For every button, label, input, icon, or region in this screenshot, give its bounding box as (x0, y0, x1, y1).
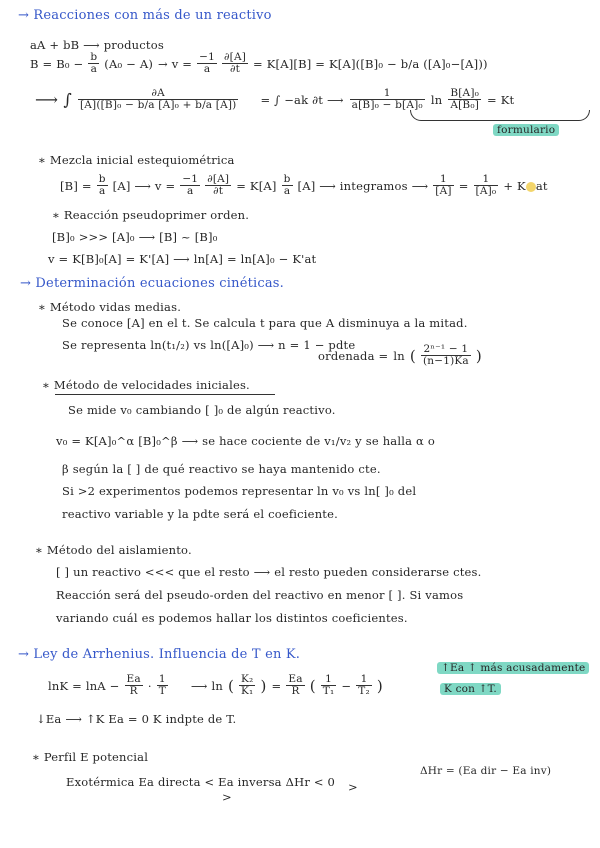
section-title-multi-reactant: → Reacciones con más de un reactivo (18, 8, 272, 23)
method-initial-rates-line1: Se mide v₀ cambiando [ ]₀ de algún reactivo. (68, 403, 336, 417)
fraction-one-t: $\frac{1}{T}$ (158, 673, 166, 698)
underbrace (410, 110, 590, 121)
energy-profile-gt-1: > (222, 790, 232, 804)
k-a: = K[A] (236, 178, 277, 193)
method-isolation-line3: variando cuál es podemos hallar los distintos coeficientes. (56, 611, 408, 625)
lnk-expression: lnK = lnA − (48, 678, 120, 693)
method-isolation-line1: [ ] un reactivo <<< que el resto ⟶ el resto pueden considerarse ctes. (56, 565, 482, 579)
fraction-one-t1: $\frac{1}{\text{T₁}}$ (322, 673, 335, 698)
method-initial-rates-line4: Si >2 experimentos podemos representar ln v₀ vs ln[ ]₀ del (62, 484, 417, 498)
method-isolation-line2: Reacción será del pseudo-orden del reactivo en menor [ ]. Si vamos (56, 588, 464, 602)
b-expression: B = B₀ − (30, 56, 84, 71)
equals-sign: = (458, 178, 469, 193)
rate-law-line (30, 52, 488, 75)
arrhenius-line2: ↓Ea ⟶ ↑K Ea = 0 K indpte de T. (36, 712, 237, 726)
integral-rhs: = ∫ −ak ∂t ⟶ (260, 92, 344, 107)
dot-operator: · (147, 678, 152, 693)
fraction-one-a0: $\frac{1}{\text{[A]₀}}$ (475, 173, 497, 198)
fraction-minus-one-a: $\frac{-1}{a}$ (182, 173, 199, 198)
fraction-ea-r: $\frac{Ea}{R}$ (126, 673, 141, 698)
fraction-k2-k1: $\frac{\text{K₂}}{\text{K₁}}$ (241, 673, 254, 698)
arrhenius-equation: lnK = lnA − $\frac{Ea}{R}$ · $\frac{1}{T}$ ⟶ ln ( $\frac{\text{K₂}}{\text{K₁}}$ ) = $\frac{Ea}{R}$ ( $\frac{1}{\text{T₁}}$ − $\frac{1}{\text{T₂}}$ ) (48, 673, 383, 698)
rate-expression: = K[A][B] = K[A]([B]₀ − b/a ([A]₀−[A])) (253, 56, 488, 71)
fraction-b-a-2: $\frac{b}{a}$ (283, 173, 291, 198)
energy-profile-gt-2: > (348, 780, 358, 794)
integrand-fraction: $\frac{\partial A}{\text{[A]([B]₀ − b/a [A]₀ + b/a [A])}}$ (79, 87, 237, 112)
integramos: [A] ⟶ integramos ⟶ (297, 178, 429, 193)
energy-profile-line1: Exotérmica Ea directa < Ea inversa ΔHr < 0 (66, 775, 336, 789)
method-half-life-ordinate: ordenada = ln ( $\frac{\text{2ⁿ⁻¹ − 1}}{(n-1)Ka}$ ) (318, 343, 482, 368)
method-half-life-title: ∗ Método vidas medias. (38, 300, 182, 314)
ordinate-fraction: $\frac{\text{2ⁿ⁻¹ − 1}}{(n-1)Ka}$ (422, 343, 469, 368)
stoichiometric-equation (60, 174, 548, 197)
method-isolation-title: ∗ Método del aislamiento. (35, 543, 192, 557)
formulario-highlight: formulario (493, 124, 559, 136)
section-title-pseudo-first: ∗ Reacción pseudoprimer orden. (52, 208, 250, 222)
equals-kt: = Kt (487, 92, 515, 107)
method-half-life-line2: Se representa ln(t₁/₂) vs ln([A]₀) ⟶ n = 1 − pdte (62, 338, 356, 352)
arrow-ln: ⟶ ln (190, 678, 223, 693)
fraction-dA-dt: $\frac{\partial[A]}{\partial t}$ (224, 51, 247, 76)
result-prefactor: $\frac{1}{\text{a[B]₀ − b[A]₀}}$ (351, 87, 423, 112)
equals: = (271, 678, 282, 693)
method-half-life-line1: Se conoce [A] en el t. Se calcula t para que A disminuya a la mitad. (62, 316, 468, 330)
section-title-stoichiometric: ∗ Mezcla inicial estequiométrica (38, 153, 235, 167)
integral-sign: ⟶ ∫ (35, 90, 72, 110)
arrhenius-note-2: K con ↑T. (440, 683, 501, 695)
method-initial-rates-line5: reactivo variable y la pdte será el coeficiente. (62, 507, 338, 521)
section-title-determination: → Determinación ecuaciones cinéticas. (20, 276, 285, 291)
arrow-v: → v = (158, 56, 193, 71)
highlight-dot (526, 182, 536, 192)
fraction-b-over-a: $\frac{b}{a}$ (90, 51, 98, 76)
result-ln-fraction: $\frac{\text{B[A]₀}}{\text{A[B₀]}}$ (450, 87, 480, 112)
method-initial-rates-title: ∗ Método de velocidades iniciales. (42, 378, 250, 392)
arrhenius-note-1: ↑Ea ↑ más acusadamente (437, 662, 589, 674)
reaction-equation: aA + bB ⟶ productos (30, 38, 164, 52)
fraction-ea-r-2: $\frac{Ea}{R}$ (288, 673, 303, 698)
energy-profile-deltaH: ΔHr = (Ea dir − Ea inv) (420, 765, 552, 777)
fraction-dA-dt-2: $\frac{\partial[A]}{\partial t}$ (207, 173, 230, 198)
fraction-one-a: $\frac{1}{[A]}$ (435, 173, 452, 198)
fraction-one-t2: $\frac{1}{\text{T₂}}$ (358, 673, 370, 698)
ln-label: ln (430, 92, 443, 107)
a-difference: (A₀ − A) (104, 56, 154, 71)
pseudo-first-line1: [B]₀ >>> [A]₀ ⟶ [B] ~ [B]₀ (52, 230, 218, 244)
ln-ordenada: ln (393, 348, 405, 363)
b-equals: [B] = (60, 178, 92, 193)
fraction-minus-one-over-a: $\frac{-1}{a}$ (199, 51, 216, 76)
ordenada-label: ordenada = (318, 348, 389, 363)
integral-line (35, 88, 514, 111)
k-at: + K at (503, 178, 548, 193)
minus: − (341, 678, 352, 693)
title-underline (55, 394, 275, 395)
section-title-energy-profile: ∗ Perfil E potencial (32, 750, 149, 764)
section-title-arrhenius: → Ley de Arrhenius. Influencia de T en K. (18, 647, 301, 662)
method-initial-rates-line3: β según la [ ] de qué reactivo se haya mantenido cte. (62, 462, 381, 476)
pseudo-first-line2: v = K[B]₀[A] = K'[A] ⟶ ln[A] = ln[A]₀ − K'at (48, 252, 317, 266)
arrow-v2: [A] ⟶ v = (112, 178, 176, 193)
fraction-b-a: $\frac{b}{a}$ (98, 173, 106, 198)
method-initial-rates-line2: v₀ = K[A]₀^α [B]₀^β ⟶ se hace cociente de v₁/v₂ y se halla α o (56, 434, 435, 448)
